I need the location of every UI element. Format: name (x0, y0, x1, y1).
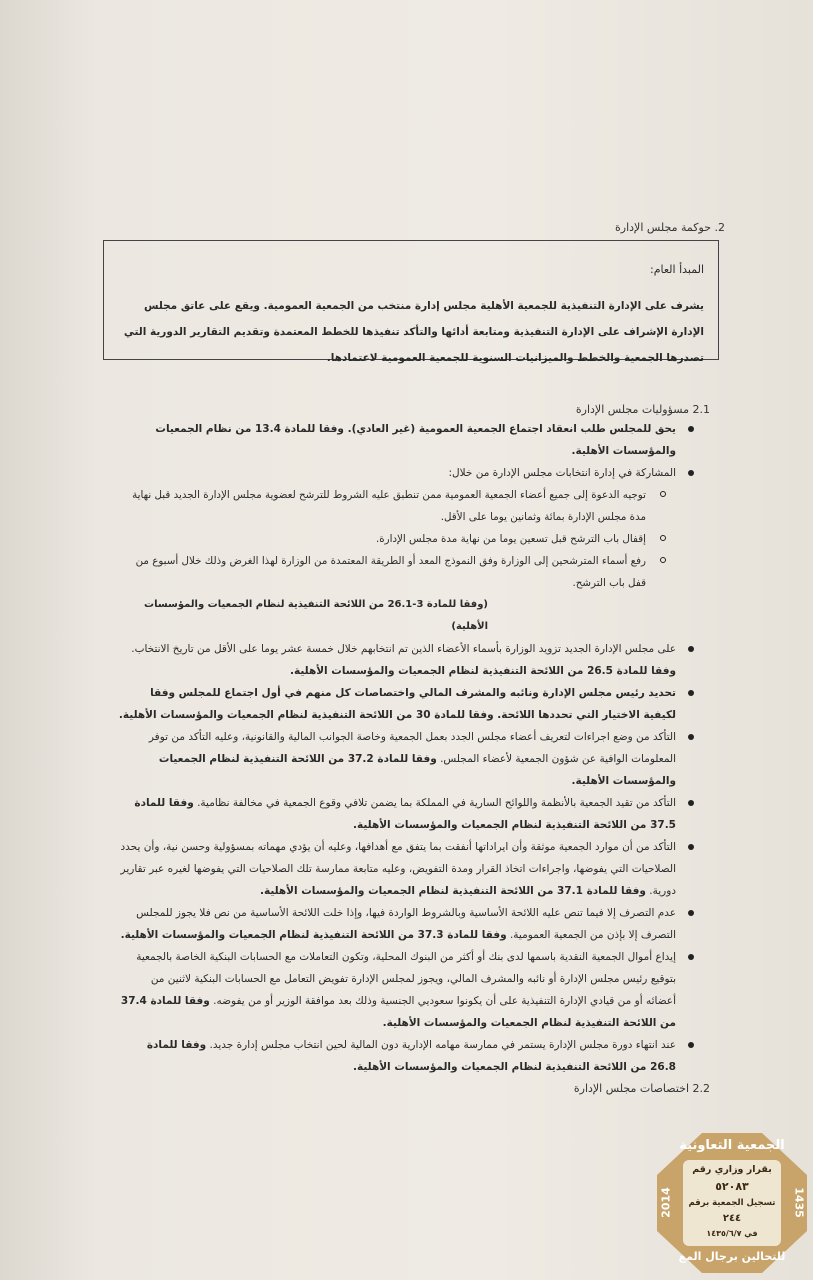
bullet-icon (688, 954, 694, 960)
stamp-line3: تسجيل الجمعية برقم (688, 1198, 776, 1208)
bullet-icon (688, 690, 694, 696)
bullet-icon (688, 426, 694, 432)
bullet-icon (688, 800, 694, 806)
section-heading: 2. حوكمة مجلس الإدارة (615, 221, 725, 234)
list-item: التأكد من أن موارد الجمعية موثقة وأن ايراداتها أنفقت بما يتفق مع أهدافها، وعليه أن يؤدي مهماته بمسؤولية وحسن نية، وأن يحدد الصلاحيات التي يفوضها، واجراءات اتخاذ القرار ومدة التفويض، وعليه متابعة ممارسة تلك الصلاحيات التي يفوضها لغيره عبر تقارير دورية. وفقا للمادة 37.1 من اللائحة التنفيذية لنظام الجمعيات والمؤسسات الأهلية. (118, 836, 698, 902)
hollow-bullet-icon (660, 535, 666, 541)
list-item: التأكد من تقيد الجمعية بالأنظمة واللوائح السارية في المملكة بما يضمن تلافي وقوع الجمعية في مخالفة نظامية. وفقا للمادة 37.5 من اللائحة التنفيذية لنظام الجمعيات والمؤسسات الأهلية. (118, 792, 698, 836)
hollow-bullet-icon (660, 557, 666, 563)
sub-item: توجيه الدعوة إلى جميع أعضاء الجمعية العمومية ممن تنطبق عليه الشروط للترشح لعضوية مجلس الإدارة الجديد قبل نهاية مدة مجلس الإدارة بمائة وثمانين يوما على الأقل. (118, 484, 698, 528)
list-item: يحق للمجلس طلب انعقاد اجتماع الجمعية العمومية (غير العادي). وفقا للمادة 13.4 من نظام الجمعيات والمؤسسات الأهلية. (118, 418, 698, 462)
bullet-icon (688, 470, 694, 476)
bullet-icon (688, 734, 694, 740)
stamp-line2: ٥٢٠٨٣ (715, 1180, 749, 1193)
stamp-year-right: 1435 (792, 1187, 806, 1218)
article-reference: (وفقا للمادة 3-26.1 من اللائحة التنفيذية لنظام الجمعيات والمؤسسات الأهلية) (144, 599, 488, 632)
sub-item: إقفال باب الترشح قبل تسعين يوما من نهاية مدة مجلس الإدارة. (118, 528, 698, 550)
bullet-icon (688, 844, 694, 850)
list-item: عند انتهاء دورة مجلس الإدارة يستمر في ممارسة مهامه الإدارية دون المالية لحين انتخاب مجلس إدارة جديد. وفقا للمادة 26.8 من اللائحة التنفيذية لنظام الجمعيات والمؤسسات الأهلية. (118, 1034, 698, 1078)
competencies-heading: 2.2 اختصاصات مجلس الإدارة (573, 1082, 710, 1095)
stamp-line5: في ١٤٣٥/٦/٧ (706, 1229, 758, 1238)
stamp-line4: ٢٤٤ (722, 1213, 742, 1224)
principle-title: المبدأ العام: (650, 263, 704, 276)
stamp-year-left: 2014 (659, 1187, 673, 1218)
bullet-icon (688, 646, 694, 652)
sub-item: رفع أسماء المترشحين إلى الوزارة وفق النموذج المعد أو الطريقة المعتمدة من الوزارة لهذا الغرض وذلك خلال أسبوع من قفل باب الترشح. (118, 550, 698, 594)
list-item: التأكد من وضع اجراءات لتعريف أعضاء مجلس الجدد بعمل الجمعية وخاصة الجوانب المالية والقانونية، وعليه التأكد من توفر المعلومات الوافية عن شؤون الجمعية لأعضاء المجلس. وفقا للمادة 37.2 من اللائحة التنفيذية لنظام الجمعيات والمؤسسات الأهلية. (118, 726, 698, 792)
list-item: إيداع أموال الجمعية النقدية باسمها لدى بنك أو أكثر من البنوك المحلية، وتكون التعاملات مع الحسابات البنكية الخاصة بالجمعية بتوقيع رئيس مجلس الإدارة أو نائبه والمشرف المالي، ويجوز لمجلس الإدارة تفويض التعامل مع الحسابات البنكية لاثنين من أعضائه أو من قيادي الإدارة التنفيذية على أن يكونوا سعوديي الجنسية وذلك بعد موافقة الوزير أو من يفوضه. وفقا للمادة 37.4 من اللائحة التنفيذية لنظام الجمعيات والمؤسسات الأهلية. (118, 946, 698, 1034)
list-item: تحديد رئيس مجلس الإدارة ونائبه والمشرف المالي واختصاصات كل منهم في أول اجتماع للمجلس وفقا لكيفية الاختيار التي تحددها اللائحة. وفقا للمادة 30 من اللائحة التنفيذية لنظام الجمعيات والمؤسسات الأهلية. (118, 682, 698, 726)
responsibilities-heading: 2.1 مسؤوليات مجلس الإدارة (575, 403, 710, 416)
principle-body: يشرف على الإدارة التنفيذية للجمعية الأهلية مجلس إدارة منتخب من الجمعية العمومية. ويقع على عاتق مجلس الإدارة الإشراف على الإدارة التنفيذية ومتابعة أدائها والتأكد تنفيذها للخطط المعتمدة وتقديم التقارير الدورية التي تصدرها الجمعية والخطط والميزانيات السنوية للجمعية العمومية لاعتمادها. (123, 300, 704, 364)
list-item: عدم التصرف إلا فيما تنص عليه اللائحة الأساسية وبالشروط الواردة فيها، وإذا خلت اللائحة الأساسية من نص فلا يجوز للمجلس التصرف إلا بإذن من الجمعية العمومية. وفقا للمادة 37.3 من اللائحة التنفيذية لنظام الجمعيات والمؤسسات الأهلية. (118, 902, 698, 946)
list-item: المشاركة في إدارة انتخابات مجلس الإدارة من خلال: (118, 462, 698, 484)
bullet-icon (688, 1042, 694, 1048)
stamp-bottom-text: للتحالين برجال المع (678, 1250, 786, 1263)
bullet-icon (688, 910, 694, 916)
stamp-line1: بقرار وزاري رقم (692, 1164, 772, 1175)
general-principle-box (103, 240, 719, 364)
stamp-org-name: الجمعية التعاونية (679, 1138, 785, 1153)
responsibilities-list (118, 418, 698, 1078)
list-item: على مجلس الإدارة الجديد تزويد الوزارة بأسماء الأعضاء الذين تم انتخابهم خلال خمسة عشر يوما على الأقل من تاريخ الانتخاب. وفقا للمادة 26.5 من اللائحة التنفيذية لنظام الجمعيات والمؤسسات الأهلية. (118, 638, 698, 682)
hollow-bullet-icon (660, 491, 666, 497)
